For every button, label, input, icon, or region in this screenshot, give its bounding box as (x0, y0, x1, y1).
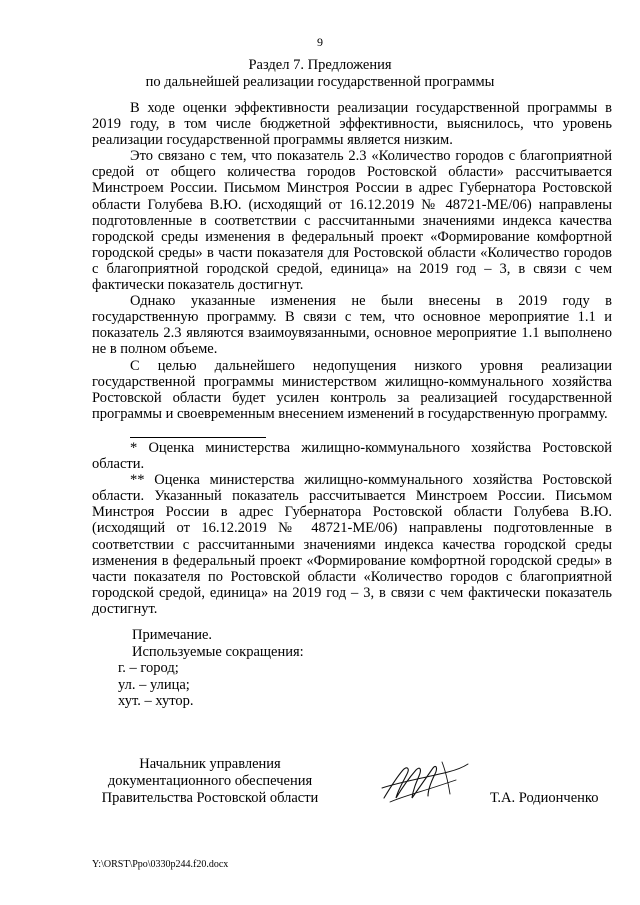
position-line: документационного обеспечения (107, 773, 313, 789)
abbreviations-list (118, 660, 194, 710)
footnote-separator (130, 437, 266, 438)
paragraph: В ходе оценки эффективности реализации государственной программы в 2019 году, в том числе бюджетной эффективности, выяснилось, что уровень реализации государственной программы является низким. (92, 100, 612, 149)
paragraph: Однако указанные изменения не были внесены в 2019 году в государственную программу. В связи с тем, что основное мероприятие 1.1 и показатель 2.3 являются взаимоувязанными, основное мероприятие 1.1 выполнено не в полном объеме. (92, 293, 612, 358)
signatory-name: Т.А. Родионченко (490, 790, 599, 806)
signatory-position (90, 756, 330, 807)
footnotes (92, 440, 612, 617)
body-text (92, 100, 612, 422)
note-block (132, 627, 304, 660)
paragraph: С целью дальнейшего недопущения низкого уровня реализации государственной программы министерством жилищно-коммунального хозяйства Ростовской области будет усилен контроль за реализацией государственной программы и своевременным внесением изменений в государственную программу. (92, 357, 612, 422)
section-subtitle: по дальнейшей реализации государственной программы (145, 74, 495, 90)
footnote: ** Оценка министерства жилищно-коммунального хозяйства Ростовской области. Указанный показатель рассчитывается Минстроем России. Письмом Минстроя России в адрес Губернатора Ростовской области Голубева В.Ю. (исходящий от 16.12.2019 № 48721-МЕ/06) направлены подготовленные в соответствии с рассчитанными значениями индекса качества городской среды изменения в федеральный проект «Формирование комфортной городской среды» в части показателя по Ростовской области «Количество городов с благоприятной городской средой, единица» на 2019 год – 3, в связи с чем фактически показатель достигнут. (92, 472, 612, 617)
position-line: Начальник управления (139, 756, 281, 772)
note-title: Примечание. (132, 627, 213, 643)
handwritten-signature (376, 752, 472, 810)
position-line: Правительства Ростовской области (101, 790, 319, 806)
abbreviation-item: хут. – хутор. (118, 693, 194, 709)
section-title: Раздел 7. Предложения (248, 57, 392, 73)
paragraph: Это связано с тем, что показатель 2.3 «Количество городов с благоприятной средой от общего количества городов Ростовской области» рассчитывается Минстроем России. Письмом Минстроя России в адрес Губернатора Ростовской области Голубева В.Ю. (исходящий от 16.12.2019 № 48721-МЕ/06) направлены подготовленные в соответствии с рассчитанными значениями индекса качества городской среды изменения в федеральный проект «Формирование комфортной городской среды» в части показателя для Ростовской области «Количество городов с благоприятной городской средой, единица» на 2019 год – 3, в связи с чем фактически показатель достигнут. (92, 148, 612, 294)
page-number: 9 (317, 35, 323, 49)
footnote: * Оценка министерства жилищно-коммунального хозяйства Ростовской области. (92, 440, 612, 473)
abbreviations-title: Используемые сокращения: (132, 643, 304, 660)
file-path: Y:\ORST\Ppo\0330p244.f20.docx (92, 859, 229, 870)
section-heading (0, 57, 640, 91)
abbreviation-item: ул. – улица; (118, 676, 190, 693)
abbreviation-item: г. – город; (118, 660, 179, 676)
